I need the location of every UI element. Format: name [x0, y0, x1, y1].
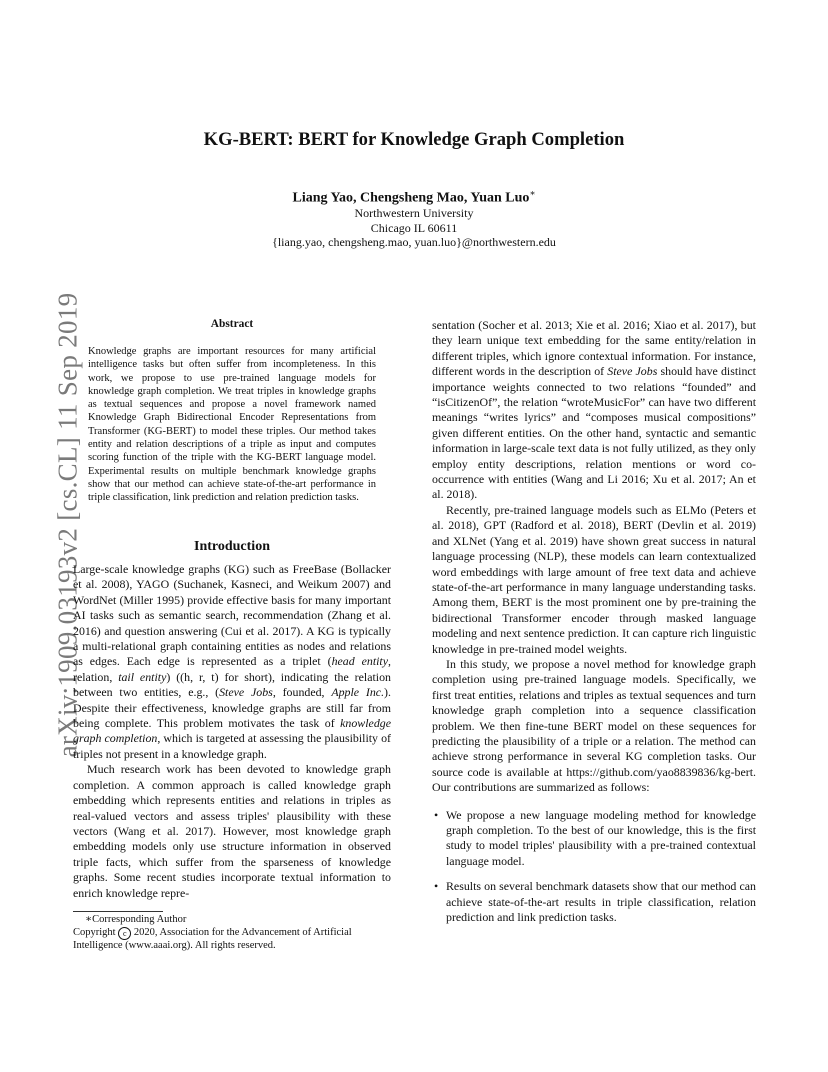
abstract-heading: Abstract [210, 318, 254, 330]
right-column [432, 318, 756, 935]
footnote [73, 914, 391, 953]
affiliation-emails: {liang.yao, chengsheng.mao, yuan.luo}@northwestern.edu [272, 235, 556, 249]
corresponding-author-note: ∗Corresponding Author [85, 914, 187, 925]
list-item: • Results on several benchmark datasets show that our method can achieve state-of-the-art results in triple classification, relation prediction and link prediction tasks. [434, 879, 756, 925]
right-paragraph-1: sentation (Socher et al. 2013; Xie et al. 2016; Xiao et al. 2017), but they learn unique text embedding for the same entity/relation in different triples, which ignore contextual information. For instance, different words in the description of Steve Jobs should have distinct importance weights connected to two relations “founded” and “isCitizenOf”, the relation “wroteMusicFor” can have two different meanings “writes lyrics” and “composes musical compositions” given different entities. On the other hand, syntactic and semantic information in large-scale text data is not fully utilized, as they only employ entity descriptions, relation mentions or word co-occurrence with entities (Wang and Li 2016; Xu et al. 2017; An et al. 2018). [432, 318, 756, 502]
copyright-line: Copyright c 2020, Association for the Advancement of Artificial [73, 926, 352, 938]
affiliation-institution: Northwestern University [354, 206, 474, 220]
introduction-body [73, 562, 391, 901]
list-item: • We propose a new language modeling method for knowledge graph completion. To the best of our knowledge, this is the first study to model triples' plausibility with a pre-trained contextual language model. [434, 807, 756, 868]
paper-title: KG-BERT: BERT for Knowledge Graph Completion [203, 129, 625, 150]
author-line [0, 188, 828, 207]
intro-paragraph-1: Large-scale knowledge graphs (KG) such as FreeBase (Bollacker et al. 2008), YAGO (Suchanek, Kasneci, and Weikum 2007) and WordNet (Miller 1995) provide effective basis for many important AI tasks such as semantic search, recommendation (Zhang et al. 2016) and question answering (Cui et al. 2017). A KG is typically a multi-relational graph containing entities as nodes and relations as edges. Each edge is represented as a triplet (head entity, relation, tail entity) ((h, r, t) for short), indicating the relation between two entities, e.g., (Steve Jobs, founded, Apple Inc.). Despite their effectiveness, knowledge graphs are still far from being complete. This problem motivates the task of knowledge graph completion, which is targeted at assessing the plausibility of triples not present in a knowledge graph. [73, 562, 391, 761]
abstract-body: Knowledge graphs are important resources for many artificial intelligence tasks but often suffer from incompleteness. In this work, we propose to use pre-trained language models for knowledge graph completion. We treat triples in knowledge graphs as textual sequences and propose a novel framework named Knowledge Graph Bidirectional Encoder Representations from Transformer (KG-BERT) to model these triples. Our method takes entity and relation descriptions of a triple as input and computes scoring function of the triple with the KG-BERT language model. Experimental results on multiple benchmark knowledge graphs show that our method can achieve state-of-the-art performance in triple classification, link prediction and relation prediction tasks. [88, 346, 376, 504]
right-paragraph-2: Recently, pre-trained language models such as ELMo (Peters et al. 2018), GPT (Radford et al. 2018), BERT (Devlin et al. 2019) and XLNet (Yang et al. 2019) have shown great success in natural language processing (NLP), these models can learn contextualized word embeddings with large amount of free text data and achieve state-of-the-art performance in many language understanding tasks. Among them, BERT is the most prominent one by pre-training the bidirectional Transformer encoder through masked language modeling and next sentence prediction. It can capture rich linguistic knowledge in pre-trained model weights. [432, 502, 756, 656]
intro-paragraph-2: Much research work has been devoted to knowledge graph completion. A common approach is called knowledge graph embedding which represents entities and relations in triples as real-valued vectors and assess triples' plausibility with these vectors (Wang et al. 2017). However, most knowledge graph embedding models only use structure information in observed triple facts, which suffer from the sparseness of knowledge graphs. Some recent studies incorporate textual information to enrich knowledge repre- [73, 762, 391, 900]
bullet-icon: • [434, 807, 439, 822]
footnote-rule [73, 911, 163, 912]
author-names: Liang Yao, Chengsheng Mao, Yuan Luo [292, 190, 530, 206]
affiliation-city: Chicago IL 60611 [370, 221, 458, 235]
bullet-icon: • [434, 879, 439, 894]
copyright-line-2: Intelligence (www.aaai.org). All rights reserved. [73, 939, 276, 951]
copyright-icon: c [118, 927, 131, 940]
contributions-list [432, 808, 756, 926]
introduction-heading: Introduction [194, 539, 270, 554]
right-paragraph-3: In this study, we propose a novel method for knowledge graph completion using pre-trained language models. Specifically, we first treat entities, relations and triples as textual sequences and turn knowledge graph completion into a sequence classification problem. We then fine-tune BERT model on these sequences for predicting the plausibility of a triple or a relation. The method can achieve strong performance in several KG completion tasks. Our source code is available at https://github.com/yao8839836/kg-bert. Our contributions are summarized as follows: [432, 656, 756, 795]
corresponding-mark: ∗ [529, 188, 536, 198]
arxiv-stamp-text: arXiv:1909.03193v2 [cs.CL] 11 Sep 2019 [52, 292, 83, 758]
